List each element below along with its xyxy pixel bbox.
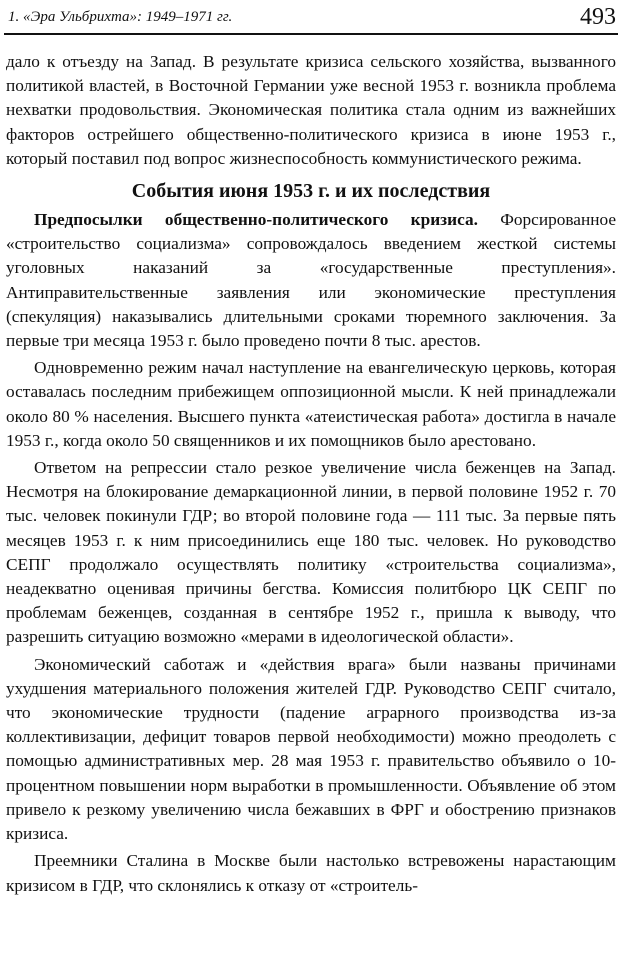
paragraph-2-lead: Предпосылки общественно-политического кризиса.: [34, 210, 478, 230]
paragraph-2-text: Форсированное «строительство социализма» сопровождалось введением жесткой системы уголовных наказаний за «государственные преступления». Антиправительственные заявления или экономические преступления (спекуляция) наказывались длительными сроками тюремного заключения. За первые три месяца 1953 г. было проведено почти 8 тыс. арестов.: [6, 210, 616, 351]
paragraph-2: [6, 208, 616, 353]
running-header: [8, 3, 616, 29]
paragraph-5: Экономический саботаж и «действия врага» были названы причинами ухудшения материального положения жителей ГДР. Руководство СЕПГ считало, что экономические трудности (падение аграрного производства из-за коллективизации, дефицит товаров первой необходимости) можно преодолеть с помощью административных мер. 28 мая 1953 г. правительство объявило о 10-процентном повышении норм выработки в промышленности. Объявление об этом привело к резкому увеличению числа бежавших в ФРГ и обострению признаков кризиса.: [6, 654, 616, 844]
running-title: 1. «Эра Ульбрихта»: 1949–1971 гг.: [8, 9, 233, 25]
paragraph-4: Ответом на репрессии стало резкое увеличение числа беженцев на Запад. Несмотря на блокирование демаркационной линии, в первой половине 1952 г. 70 тыс. человек покинули ГДР; во второй половине года — 111 тыс. За первые пять месяцев 1953 г. к ним присоединились еще 180 тыс. человек. Но руководство СЕПГ продолжало осуществлять политику «строительства социализма», неадекватно оценивая причины бегства. Комиссия политбюро ЦК СЕПГ по проблемам беженцев, созданная в сентябре 1952 г., пришла к выводу, что разрешить ситуацию возможно «мерами в идеологической области».: [6, 458, 616, 647]
header-rule: [4, 33, 618, 35]
page-body: [6, 50, 616, 898]
paragraph-1: дало к отъезду на Запад. В результате кризиса сельского хозяйства, вызванного политикой властей, в Восточной Германии уже весной 1953 г. возникла проблема нехватки продовольствия. Экономическая политика стала одним из важнейших факторов острейшего общественно-политического кризиса в июне 1953 г., который поставил под вопрос жизнеспособность коммунистического режима.: [6, 52, 616, 168]
section-heading: События июня 1953 г. и их последствия: [131, 180, 491, 203]
paragraph-6: Преемники Сталина в Москве были настолько встревожены нарастающим кризисом в ГДР, что склонялись к отказу от «строитель-: [6, 851, 616, 895]
page-number: 493: [580, 4, 616, 30]
paragraph-3: Одновременно режим начал наступление на евангелическую церковь, которая оставалась последним прибежищем оппозиционной мысли. К ней принадлежали около 80 % населения. Высшего пункта «атеистическая работа» достигла в начале 1953 г., когда около 50 священников и их помощников было арестовано.: [6, 358, 616, 450]
